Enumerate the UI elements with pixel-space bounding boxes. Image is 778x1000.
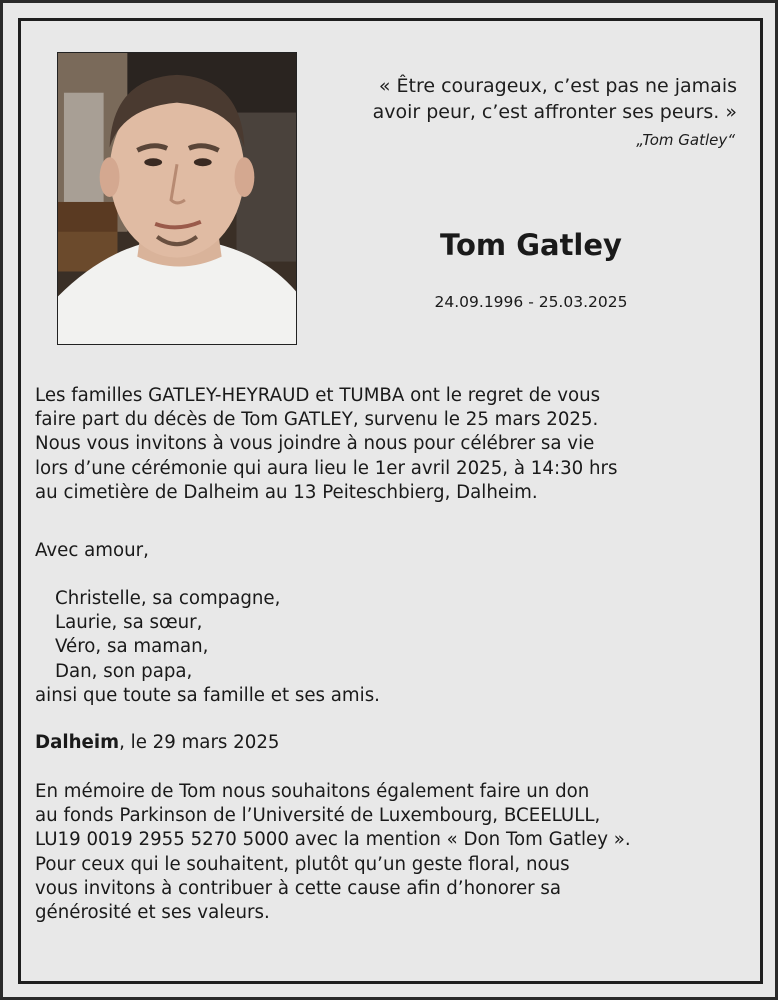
date-text: , le 29 mars 2025 [119,732,280,753]
donation-line: LU19 0019 2955 5270 5000 avec la mention « Don Tom Gatley ». [35,829,631,851]
signature-closing: ainsi que toute sa famille et ses amis. [35,684,380,706]
announcement-line: Les familles GATLEY-HEYRAUD et TUMBA ont le regret de vous [35,385,601,406]
announcement-line: au cimetière de Dalheim au 13 Peiteschbierg, Dalheim. [35,481,538,503]
quote-line: « Être courageux, c’est pas ne jamais [378,75,737,97]
donation-paragraph [35,780,755,925]
life-dates: 24.09.1996 - 25.03.2025 [434,293,628,311]
obituary-inner-frame [18,18,763,984]
quote-author: „Tom Gatley“ [636,131,735,149]
memorial-quote [311,73,737,125]
donation-line: générosité et ses valeurs. [35,902,270,924]
announcement-line: lors d’une cérémonie qui aura lieu le 1er avril 2025, à 14:30 hrs [35,457,618,479]
donation-line: En mémoire de Tom nous souhaitons également faire un don [35,781,590,802]
announcement-line: Nous vous invitons à vous joindre à nous pour célébrer sa vie [35,433,595,455]
quote-line: avoir peur, c’est affronter ses peurs. » [372,101,737,123]
donation-line: Pour ceux qui le souhaitent, plutôt qu’un geste floral, nous [35,853,570,875]
deceased-name: Tom Gatley [440,228,622,262]
signature-greeting: Avec amour, [35,540,149,561]
family-member: Dan, son papa, [55,660,193,682]
family-member: Laurie, sa sœur, [55,612,203,634]
family-member: Véro, sa maman, [55,636,209,658]
signature-block [35,539,755,563]
place-name: Dalheim [35,732,120,753]
portrait-photo [57,52,297,345]
family-list [35,587,755,708]
announcement-paragraph [35,384,755,505]
family-member: Christelle, sa compagne, [55,588,281,609]
announcement-line: faire part du décès de Tom GATLEY, survenu le 25 mars 2025. [35,409,599,431]
portrait-illustration [58,53,296,344]
place-and-date [35,731,755,755]
donation-line: au fonds Parkinson de l’Université de Luxembourg, BCEELULL, [35,805,601,827]
donation-line: vous invitons à contribuer à cette cause afin d’honorer sa [35,877,562,899]
